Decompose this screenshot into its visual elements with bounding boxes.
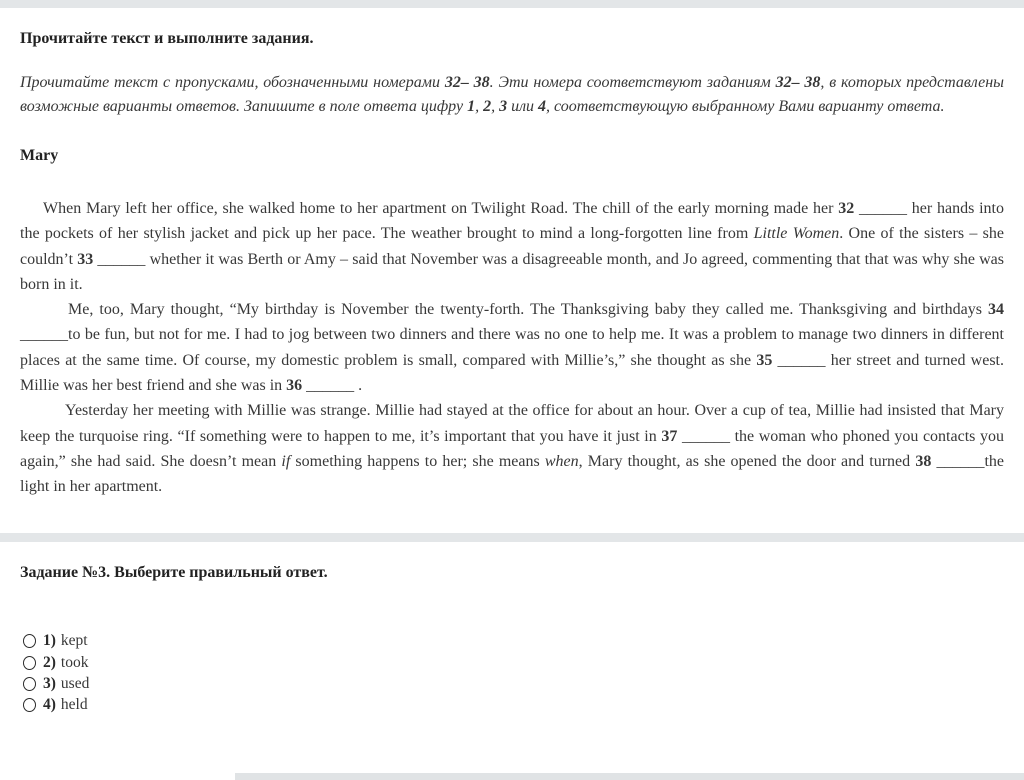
section-instruction-heading: Прочитайте текст и выполните задания. [20,30,314,47]
answer-option-3[interactable] [20,673,1004,694]
answer-options-list [20,631,1004,716]
radio-button-icon[interactable] [23,656,36,670]
passage-paragraph: When Mary left her office, she walked home to her apartment on Twilight Road. The chill of the early morning made her 32 ______ her hands into the pockets of her stylish jacket and pick up her pace. The weather brought to mind a long-forgotten line from Little Women. One of the sisters – she couldn’t 33 ______ whether it was Berth or Amy – said that November was a disagreeable month, and Jo agreed, commenting that that was why she was born in it. [20,200,1005,293]
radio-button-icon[interactable] [23,634,36,648]
answer-option-1[interactable] [20,631,1004,652]
option-number: 3) [43,674,56,692]
answer-option-4[interactable] [20,694,1004,715]
radio-button-icon[interactable] [23,677,36,691]
passage-title: Mary [20,147,59,164]
option-label: held [60,696,88,714]
reading-section [0,29,1024,500]
bottom-divider-bar [235,773,1024,780]
option-label: used [60,674,90,692]
task-instructions-text: Прочитайте текст с пропусками, обозначенными номерами 32– 38. Эти номера соответствуют заданиям 32– 38, в которых представлены возможные варианты ответов. Запишите в поле ответа цифру 1, 2, 3 или 4, соответствующую выбранному Вами варианту ответа. [20,74,1005,115]
question-section [0,563,1024,716]
option-number: 2) [43,653,56,671]
option-label: kept [60,632,88,650]
option-number: 1) [43,632,56,650]
answer-option-2[interactable] [20,652,1004,673]
top-divider-bar [0,0,1024,8]
passage-text [20,196,1004,500]
passage-paragraph: Me, too, Mary thought, “My birthday is November the twenty-forth. The Thanksgiving baby they called me. Thanksgiving and birthdays 34 ______to be fun, but not for me. I had to jog between two dinners and there was no one to help me. It was a problem to manage two dinners in different places at the same time. Of course, my domestic problem is small, compared with Millie’s,” she thought as she 35 ______ her street and turned west. Millie was her best friend and she was in 36 ______ . [20,301,1005,395]
radio-button-icon[interactable] [23,698,36,712]
passage-paragraph: Yesterday her meeting with Millie was strange. Millie had stayed at the office for about an hour. Over a cup of tea, Millie had insisted that Mary keep the turquoise ring. “If something were to happen to me, it’s important that you have it just in 37 ______ the woman who phoned you contacts you again,” she had said. She doesn’t mean if something happens to her; she means when, Mary thought, as she opened the door and turned 38 ______the light in her apartment. [20,402,1004,496]
section-divider-bar [0,533,1024,542]
question-heading: Задание №3. Выберите правильный ответ. [20,563,328,581]
option-label: took [60,653,89,671]
option-number: 4) [43,696,56,714]
